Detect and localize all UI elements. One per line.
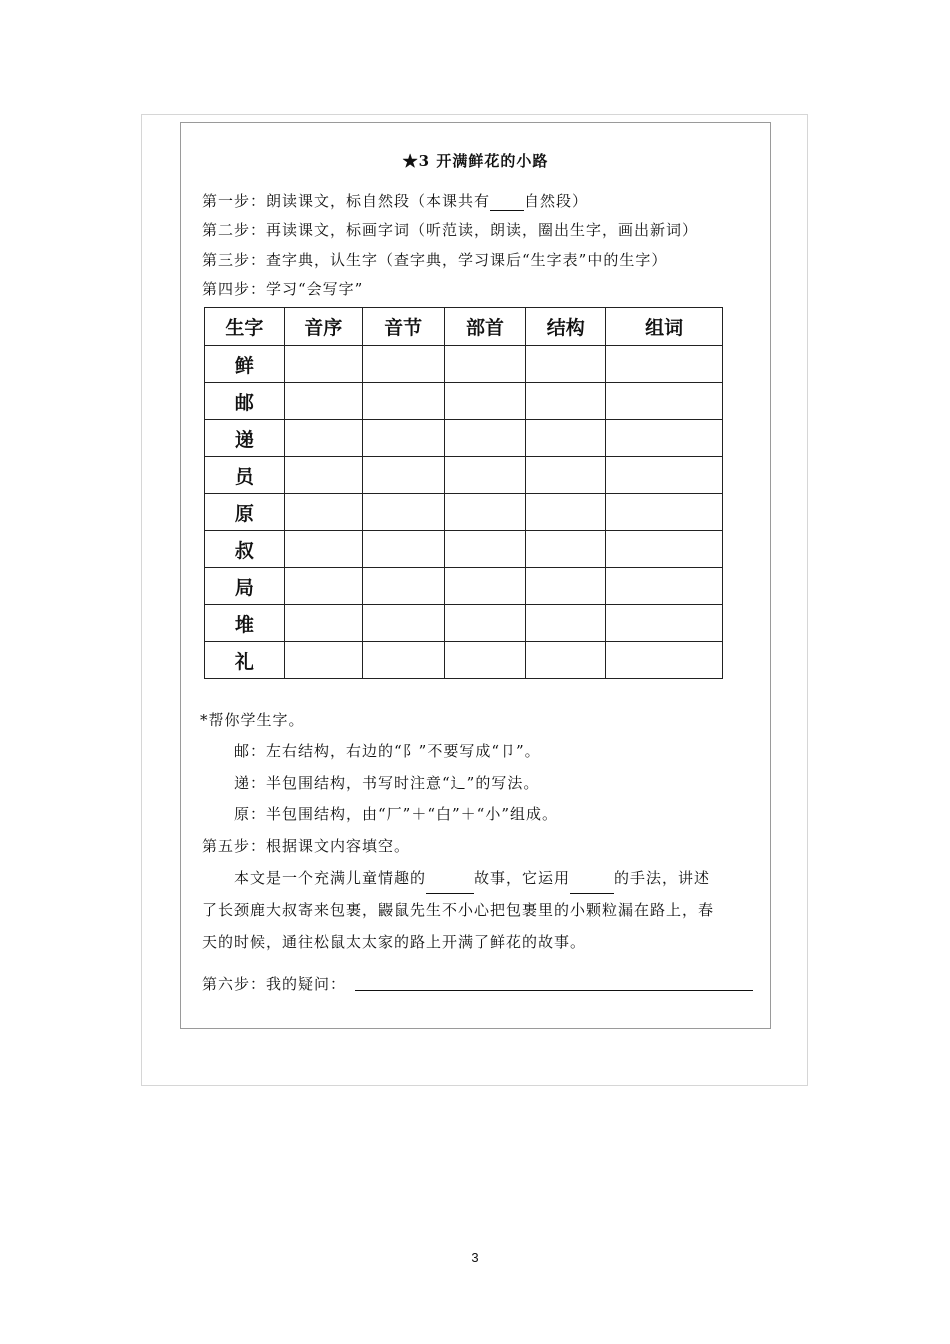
- paragraph-count-blank[interactable]: [490, 194, 524, 211]
- step1-prefix: 第一步：朗读课文，标自然段（本课共有: [202, 192, 491, 210]
- table-header-row: [205, 308, 723, 346]
- cell[interactable]: [526, 531, 606, 568]
- cell[interactable]: [362, 420, 444, 457]
- header-words: 组词: [606, 308, 723, 346]
- row-char: 原: [205, 494, 285, 531]
- cell[interactable]: [606, 642, 723, 679]
- cell[interactable]: [284, 568, 362, 605]
- cell[interactable]: [362, 642, 444, 679]
- cell[interactable]: [606, 457, 723, 494]
- cell[interactable]: [362, 457, 444, 494]
- cell[interactable]: [284, 494, 362, 531]
- cell[interactable]: [444, 457, 526, 494]
- cell[interactable]: [444, 568, 526, 605]
- cell[interactable]: [444, 383, 526, 420]
- table-row: [205, 642, 723, 679]
- row-char: 邮: [205, 383, 285, 420]
- cell[interactable]: [444, 346, 526, 383]
- cell[interactable]: [284, 605, 362, 642]
- cell[interactable]: [526, 605, 606, 642]
- row-char: 堆: [205, 605, 285, 642]
- table-row: [205, 346, 723, 383]
- cell[interactable]: [284, 383, 362, 420]
- step3-line: 第三步：查字典，认生字（查字典，学习课后“生字表”中的生字）: [202, 251, 668, 269]
- step5-line-3: 天的时候，通往松鼠太太家的路上开满了鲜花的故事。: [202, 933, 587, 951]
- row-char: 员: [205, 457, 285, 494]
- technique-blank[interactable]: [570, 877, 614, 894]
- row-char: 递: [205, 420, 285, 457]
- header-structure: 结构: [526, 308, 606, 346]
- cell[interactable]: [444, 531, 526, 568]
- header-syllable: 音节: [362, 308, 444, 346]
- cell[interactable]: [606, 494, 723, 531]
- table-row: [205, 568, 723, 605]
- table-row: [205, 420, 723, 457]
- cell[interactable]: [606, 420, 723, 457]
- cell[interactable]: [526, 494, 606, 531]
- story-type-blank[interactable]: [426, 877, 474, 894]
- step4-line: 第四步：学习“会写字”: [202, 280, 364, 298]
- cell[interactable]: [284, 457, 362, 494]
- cell[interactable]: [526, 420, 606, 457]
- header-order: 音序: [284, 308, 362, 346]
- cell[interactable]: [606, 568, 723, 605]
- cell[interactable]: [526, 346, 606, 383]
- cell[interactable]: [362, 346, 444, 383]
- worksheet-title: ★3 开满鲜花的小路: [402, 152, 549, 170]
- cell[interactable]: [444, 494, 526, 531]
- step5-part3: 的手法，讲述: [614, 869, 711, 887]
- cell[interactable]: [284, 420, 362, 457]
- step5-heading: 第五步：根据课文内容填空。: [202, 837, 411, 855]
- cell[interactable]: [362, 531, 444, 568]
- cell[interactable]: [284, 642, 362, 679]
- cell[interactable]: [526, 383, 606, 420]
- table-row: [205, 531, 723, 568]
- table-row: [205, 457, 723, 494]
- step5-paragraph: [202, 862, 754, 958]
- cell[interactable]: [362, 568, 444, 605]
- cell[interactable]: [606, 605, 723, 642]
- cell[interactable]: [526, 568, 606, 605]
- cell[interactable]: [362, 494, 444, 531]
- table-row: [205, 494, 723, 531]
- cell[interactable]: [526, 642, 606, 679]
- help-item-you: 邮：左右结构，右边的“阝”不要写成“卩”。: [234, 742, 541, 760]
- step5-line-2: 了长颈鹿大叔寄来包裹，鼹鼠先生不小心把包裹里的小颗粒漏在路上，春: [202, 901, 715, 919]
- cell[interactable]: [362, 383, 444, 420]
- character-table: [204, 307, 723, 679]
- table-row: [205, 383, 723, 420]
- help-heading: *帮你学生字。: [200, 711, 305, 729]
- cell[interactable]: [444, 420, 526, 457]
- table-row: [205, 605, 723, 642]
- cell[interactable]: [284, 346, 362, 383]
- step5-part2: 故事，它运用: [474, 869, 571, 887]
- cell[interactable]: [362, 605, 444, 642]
- header-radical: 部首: [444, 308, 526, 346]
- row-char: 叔: [205, 531, 285, 568]
- cell[interactable]: [606, 346, 723, 383]
- cell[interactable]: [444, 642, 526, 679]
- help-item-di: 递：半包围结构，书写时注意“辶”的写法。: [234, 774, 540, 792]
- header-char: 生字: [205, 308, 285, 346]
- step6-label: 第六步：我的疑问：: [202, 975, 347, 993]
- cell[interactable]: [444, 605, 526, 642]
- step2-line: 第二步：再读课文，标画字词（听范读，朗读，圈出生字，画出新词）: [202, 221, 699, 239]
- cell[interactable]: [606, 531, 723, 568]
- question-blank[interactable]: [355, 990, 753, 991]
- row-char: 礼: [205, 642, 285, 679]
- step5-part1: 本文是一个充满儿童情趣的: [234, 869, 427, 887]
- cell[interactable]: [526, 457, 606, 494]
- page-number: 3: [471, 1250, 479, 1265]
- help-item-yuan: 原：半包围结构，由“厂”＋“白”＋“小”组成。: [234, 805, 559, 823]
- cell[interactable]: [606, 383, 723, 420]
- row-char: 鲜: [205, 346, 285, 383]
- cell[interactable]: [284, 531, 362, 568]
- step1-suffix: 自然段）: [524, 192, 589, 210]
- step1-line: [202, 190, 588, 211]
- row-char: 局: [205, 568, 285, 605]
- step5-line-1: [202, 862, 754, 894]
